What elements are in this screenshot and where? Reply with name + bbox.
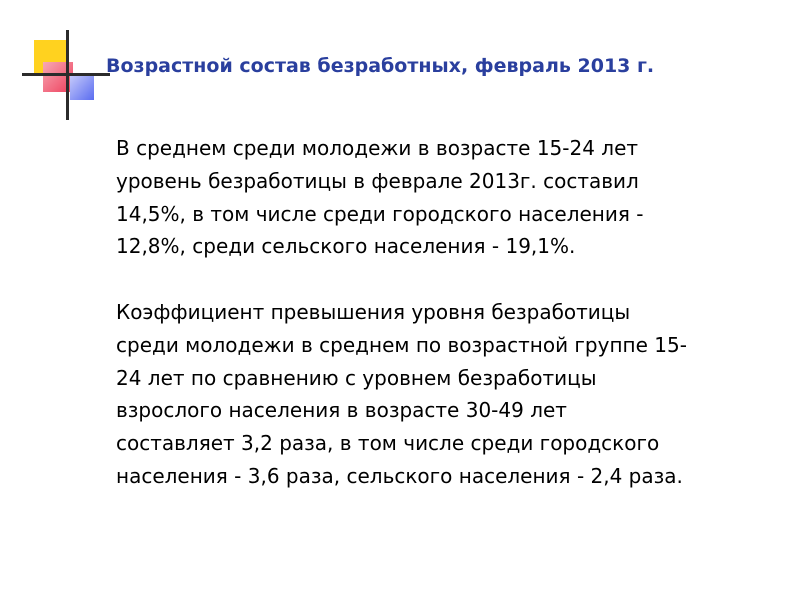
logo-blue-square [70, 74, 94, 100]
paragraph-youth-unemployment [116, 132, 781, 263]
text-line: 12,8%, среди сельского населения - 19,1%. [116, 234, 576, 259]
text-line: Коэффициент превышения уровня безработицы [116, 299, 631, 324]
text-line: 14,5%, в том числе среди городского населения - [116, 201, 644, 226]
text-line: В среднем среди молодежи в возрасте 15-24 лет [116, 136, 639, 160]
text-line: населения - 3,6 раза, сельского населения - 2,4 раза. [116, 463, 683, 488]
slide-title: Возрастной состав безработных, февраль 2013 г. [106, 55, 655, 77]
text-line: взрослого населения в возрасте 30-49 лет [116, 398, 567, 423]
paragraph-excess-coefficient [116, 296, 781, 493]
text-line: 24 лет по сравнению с уровнем безработицы [116, 365, 597, 390]
text-line: уровень безработицы в феврале 2013г. составил [116, 168, 639, 193]
decorative-logo [0, 0, 110, 130]
slide-body [116, 132, 781, 493]
text-line: составляет 3,2 раза, в том числе среди городского [116, 431, 660, 456]
logo-horizontal-line [22, 73, 110, 76]
text-line: среди молодежи в среднем по возрастной группе 15- [116, 332, 687, 357]
